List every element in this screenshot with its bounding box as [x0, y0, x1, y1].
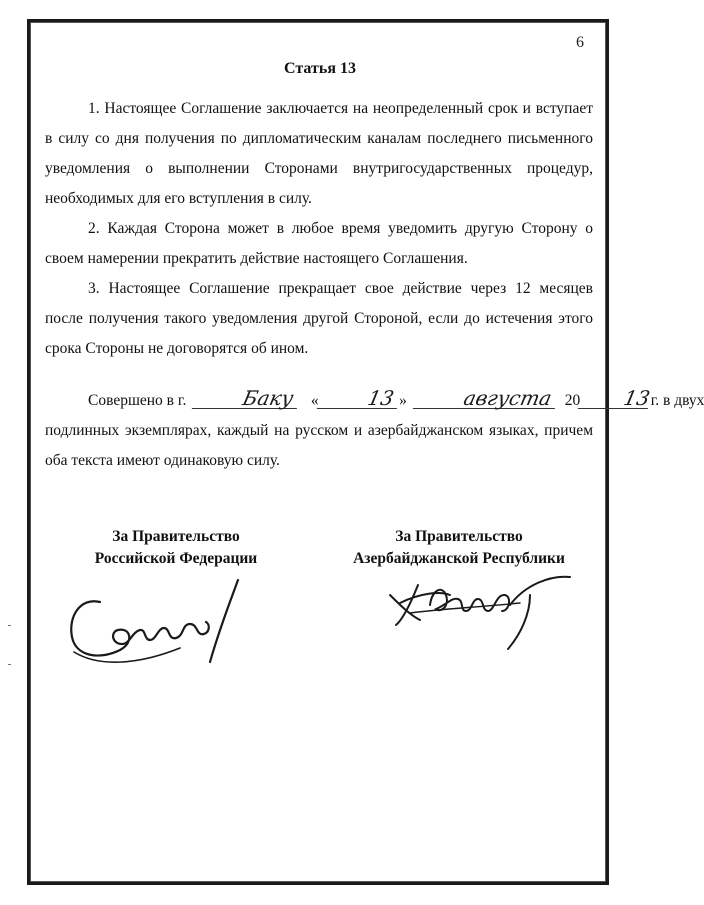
margin-mark — [8, 664, 11, 665]
signatory-azerbaijan — [330, 526, 588, 570]
handwritten-year: 13 — [578, 388, 653, 409]
handwritten-month: августа — [412, 388, 559, 409]
signatory-azerbaijan-line2: Азербайджанской Республики — [353, 550, 565, 567]
signatory-russia-line2: Российской Федерации — [94, 550, 258, 567]
year-suffix: г. в двух — [650, 392, 704, 409]
signature-russia — [60, 572, 250, 672]
paragraph-3: 3. Настоящее Соглашение прекращает свое действие через 12 месяцев после получения такого уведомления другой Стороной, если до истечения этого срока Стороны не договорятся об ином. — [45, 280, 593, 357]
paragraph-1: 1. Настоящее Соглашение заключается на неопределенный срок и вступает в силу со дня получения по дипломатическим каналам последнего письменного уведомления о выполнении Сторонами внутригосударственных процедур, необходимых для его вступления в силу. — [45, 100, 593, 207]
quote-open: « — [310, 392, 319, 409]
paragraph-2: 2. Каждая Сторона может в любое время уведомить другую Сторону о своем намерении прекратить действие настоящего Соглашения. — [45, 220, 593, 267]
year-prefix: 20 — [564, 392, 581, 409]
article-body — [45, 94, 593, 364]
conclusion-first-line — [45, 386, 704, 416]
article-title: Статья 13 — [284, 60, 356, 77]
conclusion-clause — [45, 386, 704, 476]
signatory-russia-line1: За Правительство — [112, 528, 240, 545]
conclusion-rest: подлинных экземплярах, каждый на русском и азербайджанском языках, причем оба текста имеют одинаковую силу. — [45, 422, 593, 469]
signatory-russia — [60, 526, 292, 570]
signatory-azerbaijan-line1: За Правительство — [395, 528, 523, 545]
signature-azerbaijan — [380, 565, 580, 655]
handwritten-day: 13 — [316, 388, 401, 409]
conclusion-prefix: Совершено в г. — [88, 392, 187, 409]
page-number: 6 — [576, 34, 584, 51]
margin-mark — [8, 625, 11, 626]
handwritten-city: Баку — [192, 388, 302, 409]
quote-close: » — [399, 392, 407, 409]
